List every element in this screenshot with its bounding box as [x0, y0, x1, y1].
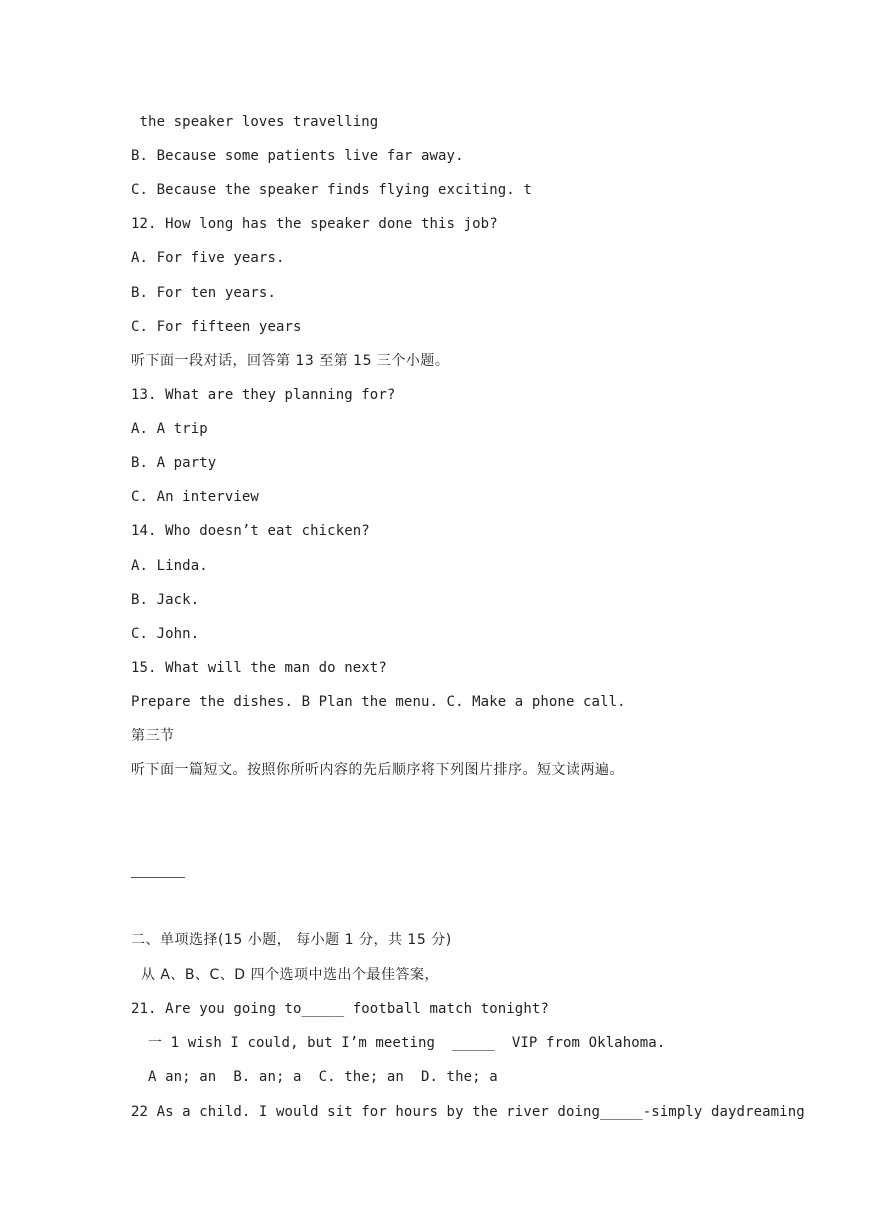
- section-instruction: 听下面一段对话，回答第 13 至第 15 三个小题。: [131, 353, 450, 369]
- option-b-line: B. A party: [131, 455, 217, 471]
- text-line: the speaker loves travelling: [131, 114, 379, 130]
- section-heading: 第三节: [131, 728, 175, 744]
- option-a-line: A. Linda.: [131, 558, 208, 574]
- question-21: 21. Are you going to_____ football match tonight?: [131, 1001, 549, 1017]
- question-13: 13. What are they planning for?: [131, 387, 396, 403]
- option-c-line: C. John.: [131, 626, 200, 642]
- option-b-line: B. For ten years.: [131, 285, 276, 301]
- options-line: Prepare the dishes. B Plan the menu. C. Make a phone call.: [131, 694, 626, 710]
- question-21-dialogue: 一 1 wish I could, but I’m meeting _____ VIP from Oklahoma.: [131, 1035, 666, 1051]
- question-15: 15. What will the man do next?: [131, 660, 387, 676]
- section-instruction: 听下面一篇短文。按照你所听内容的先后顺序将下列图片排序。短文读两遍。: [131, 762, 624, 778]
- option-c-line: C. An interview: [131, 489, 259, 505]
- question-21-options: A an; an B. an; a C. the; an D. the; a: [131, 1069, 498, 1085]
- option-a-line: A. For five years.: [131, 250, 285, 266]
- answer-blank-line: [131, 877, 185, 878]
- question-14: 14. Who doesn’t eat chicken?: [131, 523, 370, 539]
- question-22: 22 As a child. I would sit for hours by the river doing_____-simply daydreaming: [131, 1104, 805, 1120]
- option-a-line: A. A trip: [131, 421, 208, 437]
- option-c-line: C. For fifteen years: [131, 319, 302, 335]
- part-instruction: 从 A、B、C、D 四个选项中选出个最佳答案，: [131, 967, 440, 983]
- option-b-line: B. Jack.: [131, 592, 200, 608]
- option-c-line: C. Because the speaker finds flying exciting. t: [131, 182, 532, 198]
- part-heading: 二、单项选择(15 小题， 每小题 1 分，共 15 分): [131, 932, 452, 948]
- question-12: 12. How long has the speaker done this job?: [131, 216, 498, 232]
- option-b-line: B. Because some patients live far away.: [131, 148, 464, 164]
